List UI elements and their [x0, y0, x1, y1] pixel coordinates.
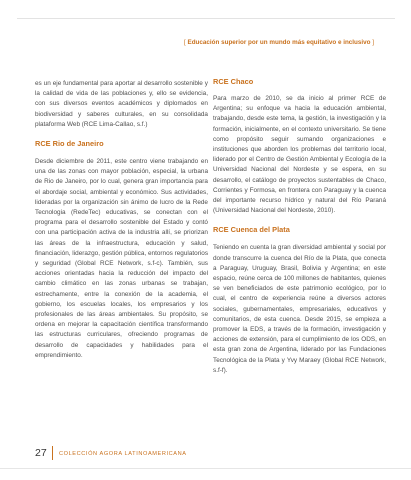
section-heading-chaco: RCE Chaco: [213, 77, 254, 86]
collection-name: COLECCIÓN AGORA LATINOAMERICANA: [59, 451, 187, 457]
left-column: [35, 79, 208, 361]
header-bracket-open: [: [184, 39, 186, 46]
intro-paragraph: es un eje fundamental para aportar al desarrollo sostenible y la calidad de vida de las poblaciones y, ello se evidencia, con sus diversos eventos académicos y diplomados en biodiversidad y saberes culturales, en su consolidada plataforma Web (RCE Lima-Callao, s.f.): [35, 80, 208, 128]
chaco-paragraph: Para marzo de 2010, se da inicio al primer RCE de Argentina; su enfoque va hacia la educación ambiental, trabajando, desde este tema, la gestión, la investigación y la formación, inicialmente, en el contexto universitario. Se tiene como propósito seguir sumando organizaciones e instituciones que aborden los problemas del territorio local, liderado por el Centro de Gestión Ambiental y Ecología de la Universidad Nacional del Nordeste y se espera, en su desarrollo, el catálogo de proyectos sustentables de Chaco, Corrientes y Formosa, en frontera con Paraguay y la cuenca del importante recurso hídrico y natural del Río Paraná (Universidad Nacional del Nordeste, 2010).: [213, 95, 386, 215]
page-number: 27: [35, 447, 47, 459]
rio-paragraph: Desde diciembre de 2011, este centro viene trabajando en una de las zonas con mayor población, especial, la urbana de Rio de Janeiro, por lo cual, genera gran importancia para el abordaje social, ambiental y económico. Sus actividades, lideradas por la organización sin ánimo de lucro de la Rede Tecnologia (RedeTec) educativas, se conectan con el programa para el desarrollo sostenible del Estado y contó con una participación activa de la industria allí, se priorizan las áreas de la infraestructura, educación y salud, financiación, liderazgo, gestión pública, entornos regulatorios y seguridad (Global RCE Network, s.f-c). También, sus acciones orientadas hacia la reducción del impacto del cambio climático en las zonas urbanas se trabajan, estrechamente, entre la conexión de la academia, el gobierno, los escuelas locales, los empresarios y los profesionales de las áreas ambientales. Su propósito, se ordena en mejorar la capacitación científica transformando las estructuras curriculares, ofreciendo programas de desarrollo de capacidades y habilidades para el emprendimiento.: [35, 158, 209, 359]
running-header: [184, 39, 374, 46]
header-bracket-close: ]: [372, 39, 374, 46]
section-heading-plata: RCE Cuenca del Plata: [213, 225, 290, 235]
running-header-title: Educación superior por un mundo más equitativo e inclusivo: [187, 39, 371, 46]
header-rule: [17, 0, 395, 19]
footer-separator: [52, 446, 53, 460]
plata-paragraph: Teniendo en cuenta la gran diversidad ambiental y social por donde transcurre la cuenca del Río de la Plata, que conecta a Paraguay, Uruguay, Brasil, Bolivia y Argentina; en este espacio, reúne cerca de 100 millones de habitantes, quienes se ven beneficiados de este patrimonio ecológico, por lo cual, el centro de experiencia reúne a diversos actores sociales, gubernamentales, empresariales, educativos y comunitarios, de esta cuenca. Desde 2015, se empieza a promover la EDS, a través de la formación, investigación y acciones de extensión, para el cumplimiento de los ODS, en esta gran zona de Argentina, liderado por las Fundaciones Tecnológica de la Plata y Yvy Maraey (Global RCE Network, s.f-f).: [213, 244, 386, 374]
right-column: [213, 79, 386, 376]
section-heading-rio: RCE Rio de Janeiro: [35, 139, 104, 149]
